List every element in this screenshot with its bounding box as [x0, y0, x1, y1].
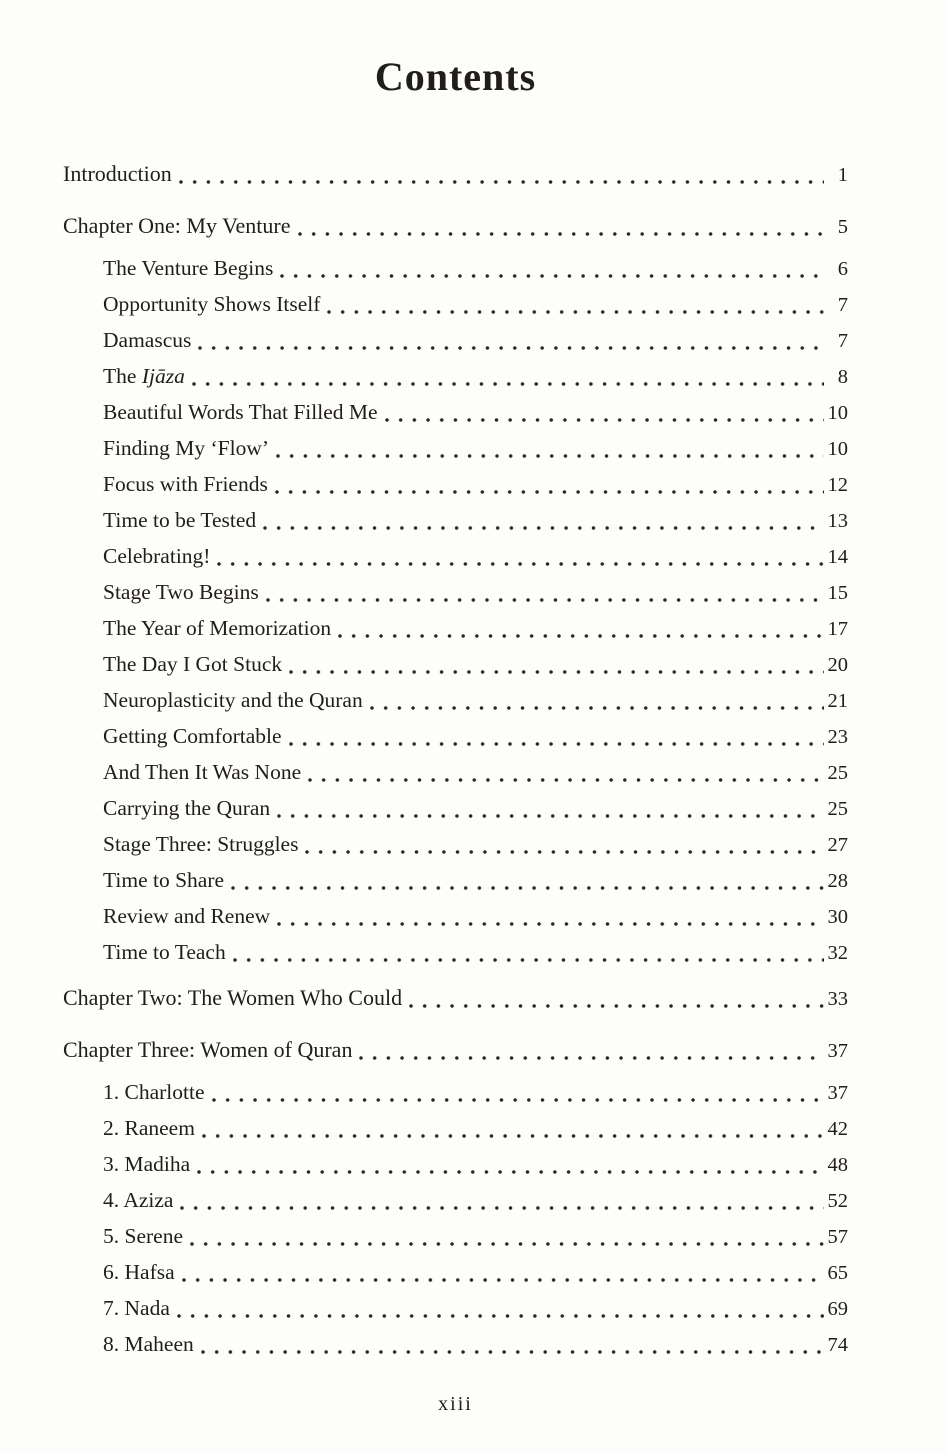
toc-entry[interactable]	[63, 755, 848, 791]
toc-page-number: 7	[837, 330, 848, 352]
toc-dot-leader	[266, 598, 824, 602]
toc-page-number: 32	[827, 942, 848, 964]
toc-entry[interactable]	[63, 899, 848, 935]
toc-entry-label: The Venture Begins	[103, 256, 274, 280]
toc-entry[interactable]	[63, 863, 848, 899]
toc-entry-label: 7. Nada	[103, 1296, 170, 1320]
toc-page-number: 25	[827, 798, 848, 820]
toc-page-number: 42	[827, 1118, 848, 1140]
toc-page-number: 23	[827, 726, 848, 748]
toc-entry-label: Carrying the Quran	[103, 796, 271, 820]
toc-dot-leader	[197, 1170, 823, 1174]
toc-entry-label: Review and Renew	[103, 904, 271, 928]
toc-entry-label	[103, 359, 185, 394]
toc-dot-leader	[305, 850, 823, 854]
italic-term: Ijāza	[141, 364, 185, 388]
folio-page-number: xiii	[438, 1393, 473, 1415]
toc-entry[interactable]	[63, 575, 848, 611]
toc-dot-leader	[280, 274, 824, 278]
toc-page-number: 13	[827, 510, 848, 532]
toc-dot-leader	[277, 814, 823, 818]
toc-dot-leader	[217, 562, 823, 566]
toc-page-number: 1	[837, 164, 848, 186]
toc-dot-leader	[182, 1278, 824, 1282]
toc-entry-label: Neuroplasticity and the Quran	[103, 688, 363, 712]
toc-entry-label: 4. Aziza	[103, 1188, 174, 1212]
toc-dot-leader	[231, 886, 823, 890]
toc-entry[interactable]	[63, 935, 848, 971]
toc-dot-leader	[180, 1206, 823, 1210]
toc-entry[interactable]	[63, 1291, 848, 1327]
toc-dot-leader	[289, 742, 824, 746]
toc-page-number: 10	[827, 438, 848, 460]
toc-page-number: 69	[827, 1298, 848, 1320]
toc-dot-leader	[276, 454, 823, 458]
toc-entry-label: 3. Madiha	[103, 1152, 191, 1176]
toc-dot-leader	[190, 1242, 824, 1246]
toc-dot-leader	[409, 1004, 823, 1008]
toc-dot-leader	[263, 526, 823, 530]
toc-entry[interactable]	[63, 1327, 848, 1363]
toc-entry[interactable]	[63, 683, 848, 719]
toc-entry-label: 5. Serene	[103, 1224, 183, 1248]
toc-entry-label: Chapter One: My Venture	[63, 213, 291, 238]
toc-entry[interactable]	[63, 359, 848, 395]
toc-entry[interactable]	[63, 827, 848, 863]
toc-entry-label: Focus with Friends	[103, 472, 268, 496]
toc-page-number: 37	[827, 1082, 848, 1104]
toc-entry[interactable]	[63, 156, 848, 193]
table-of-contents	[63, 156, 848, 1363]
toc-dot-leader	[338, 634, 823, 638]
toc-entry-label: 1. Charlotte	[103, 1080, 205, 1104]
toc-dot-leader	[201, 1350, 824, 1354]
toc-entry-label-prefix: The	[103, 364, 142, 388]
toc-entry-label: Stage Two Begins	[103, 580, 259, 604]
toc-entry-label: Time to Share	[103, 868, 225, 892]
toc-entry[interactable]	[63, 287, 848, 323]
toc-entry[interactable]	[63, 431, 848, 467]
toc-entry[interactable]	[63, 719, 848, 755]
toc-entry[interactable]	[63, 791, 848, 827]
toc-dot-leader	[298, 232, 825, 236]
toc-page-number: 17	[827, 618, 848, 640]
toc-entry[interactable]	[63, 1032, 848, 1069]
toc-entry-label: Celebrating!	[103, 544, 211, 568]
toc-page-number: 7	[837, 294, 848, 316]
toc-page-number: 6	[837, 258, 848, 280]
contents-title: Contents	[374, 54, 537, 99]
toc-page-number: 52	[827, 1190, 848, 1212]
toc-dot-leader	[277, 922, 823, 926]
toc-dot-leader	[370, 706, 824, 710]
toc-page-number: 28	[827, 870, 848, 892]
toc-entry[interactable]	[63, 1147, 848, 1183]
toc-page-number: 15	[827, 582, 848, 604]
toc-entry-label: 6. Hafsa	[103, 1260, 175, 1284]
toc-entry-label: Chapter Three: Women of Quran	[63, 1037, 353, 1062]
toc-entry[interactable]	[63, 1255, 848, 1291]
toc-entry-label: Beautiful Words That Filled Me	[103, 400, 378, 424]
toc-page-number: 20	[827, 654, 848, 676]
toc-dot-leader	[192, 382, 824, 386]
toc-page-number: 14	[827, 546, 848, 568]
toc-dot-leader	[177, 1314, 824, 1318]
toc-entry[interactable]	[63, 980, 848, 1017]
toc-page-number: 37	[827, 1040, 848, 1062]
toc-page-number: 25	[827, 762, 848, 784]
toc-entry-label: Getting Comfortable	[103, 724, 282, 748]
toc-entry-label: The Year of Memorization	[103, 616, 332, 640]
toc-dot-leader	[198, 346, 824, 350]
toc-dot-leader	[308, 778, 823, 782]
toc-entry-label: Opportunity Shows Itself	[103, 292, 321, 316]
toc-entry[interactable]	[63, 208, 848, 245]
toc-entry[interactable]	[63, 467, 848, 503]
toc-dot-leader	[212, 1098, 824, 1102]
toc-dot-leader	[202, 1134, 824, 1138]
toc-entry[interactable]	[63, 251, 848, 287]
toc-entry-label: 2. Raneem	[103, 1116, 195, 1140]
toc-entry[interactable]	[63, 539, 848, 575]
toc-dot-leader	[289, 670, 823, 674]
toc-entry-label: Damascus	[103, 328, 192, 352]
toc-page-number: 8	[837, 366, 848, 388]
toc-page-number: 5	[837, 216, 848, 238]
toc-entry-label: 8. Maheen	[103, 1332, 194, 1356]
toc-page-number: 57	[827, 1226, 848, 1248]
toc-entry[interactable]	[63, 503, 848, 539]
toc-page-number: 21	[827, 690, 848, 712]
toc-entry-label: And Then It Was None	[103, 760, 302, 784]
toc-entry-label: Time to be Tested	[103, 508, 257, 532]
toc-entry-label: Finding My ‘Flow’	[103, 436, 270, 460]
toc-page-number: 30	[827, 906, 848, 928]
toc-dot-leader	[385, 418, 824, 422]
toc-page-number: 48	[827, 1154, 848, 1176]
toc-entry-label: Introduction	[63, 161, 172, 186]
toc-dot-leader	[359, 1056, 823, 1060]
toc-dot-leader	[179, 180, 824, 184]
toc-entry-label: Time to Teach	[103, 940, 226, 964]
toc-entry-label: Stage Three: Struggles	[103, 832, 299, 856]
toc-page-number: 12	[827, 474, 848, 496]
toc-entry[interactable]	[63, 647, 848, 683]
toc-entry-label: The Day I Got Stuck	[103, 652, 283, 676]
toc-page-number: 10	[827, 402, 848, 424]
toc-dot-leader	[327, 310, 824, 314]
toc-entry[interactable]	[63, 395, 848, 431]
toc-dot-leader	[233, 958, 824, 962]
toc-entry[interactable]	[63, 1219, 848, 1255]
toc-entry[interactable]	[63, 611, 848, 647]
toc-page-number: 65	[827, 1262, 848, 1284]
toc-entry[interactable]	[63, 1111, 848, 1147]
toc-page-number: 27	[827, 834, 848, 856]
toc-entry[interactable]	[63, 1183, 848, 1219]
toc-entry[interactable]	[63, 1075, 848, 1111]
toc-entry[interactable]	[63, 323, 848, 359]
toc-entry-label: Chapter Two: The Women Who Could	[63, 985, 403, 1010]
toc-dot-leader	[275, 490, 824, 494]
toc-page-number: 74	[827, 1334, 848, 1356]
toc-page-number: 33	[827, 988, 848, 1010]
